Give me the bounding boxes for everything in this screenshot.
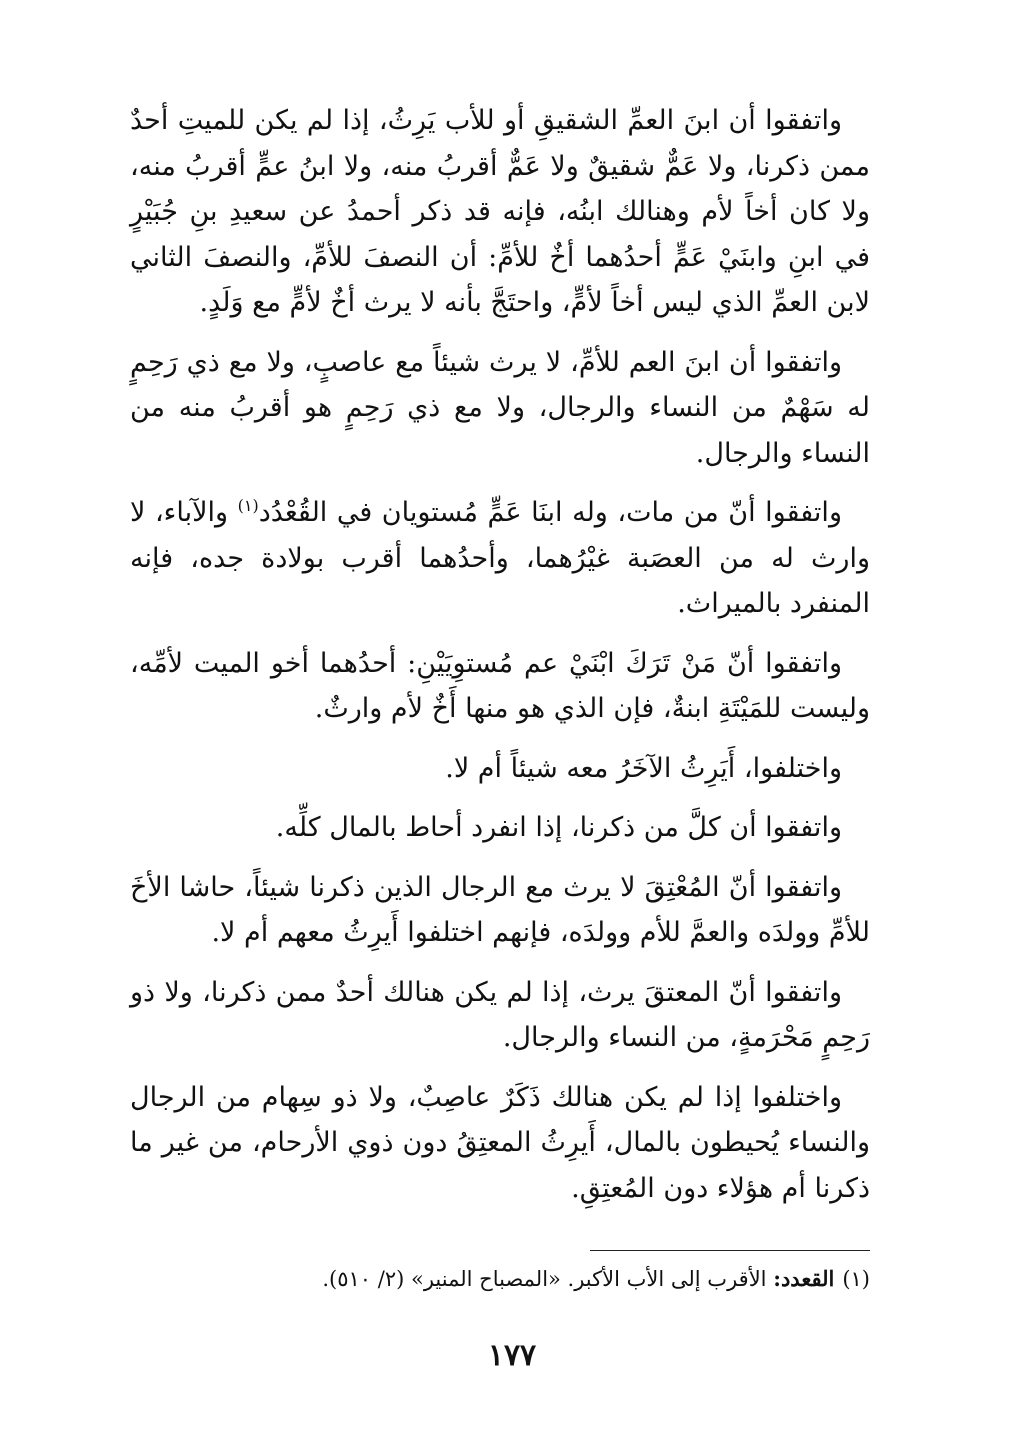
main-text — [130, 98, 870, 1225]
paragraph-8: واتفقوا أنّ المعتقَ يرث، إذا لم يكن هنالك أحدٌ ممن ذكرنا، ولا ذو رَحِمٍ مَحْرَمةٍ، من النساء والرجال. — [130, 976, 870, 1053]
paragraph-1: واتفقوا أن ابنَ العمِّ الشقيقِ أو للأب يَرِثُ، إذا لم يكن للميتِ أحدٌ ممن ذكرنا، ولا عَمٌّ شقيقٌ ولا عَمٌّ أقربُ منه، ولا ابنُ عمٍّ أقربُ منه، ولا كان أخاً لأم وهنالك ابنُه، فإنه قد ذكر أحمدُ عن سعيدِ بنِ جُبَيْرٍ في ابنِ وابنَيْ عَمٍّ أحدُهما أخٌ للأمِّ: أن النصفَ للأمِّ، والنصفَ الثاني لابن العمِّ الذي ليس أخاً لأمٍّ، واحتَجَّ بأنه لا يرث أخٌ لأمٍّ مع وَلَدٍ. — [130, 105, 870, 318]
paragraph-9: واختلفوا إذا لم يكن هنالك ذَكَرٌ عاصِبٌ، ولا ذو سِهام من الرجال والنساء يُحيطون بالمال، أَيرِثُ المعتِقُ دون ذوي الأرحام، من غير ما ذكرنا أم هؤلاء دون المُعتِقِ. — [130, 1081, 870, 1204]
paragraph-3-head: واتفقوا أنّ من مات، وله ابنَا عَمٍّ مُستويان في القُعْدُد — [258, 497, 842, 528]
paragraph-5: واختلفوا، أَيَرِثُ الآخَرُ معه شيئاً أم لا. — [445, 752, 842, 784]
paragraph-4: واتفقوا أنّ مَنْ تَرَكَ ابْنَيْ عم مُستوِيَيْنِ: أحدُهما أخو الميت لأمِّه، وليست للمَيْتَةِ ابنةٌ، فإن الذي هو منها أَخٌ لأم وارثٌ. — [130, 647, 870, 724]
paragraph-2: واتفقوا أن ابنَ العم للأمِّ، لا يرث شيئاً مع عاصبٍ، ولا مع ذي رَحِمٍ له سَهْمٌ من النساء والرجال، ولا مع ذي رَحِمٍ هو أقربُ منه من النساء والرجال. — [130, 346, 870, 469]
footnote-number: (١) — [842, 1267, 870, 1291]
paragraph-3-tail: والآباء، — [154, 497, 238, 528]
paragraph-6: واتفقوا أن كلَّ من ذكرنا، إذا انفرد أحاط بالمال كلِّه. — [275, 812, 842, 843]
page-number: ١٧٧ — [487, 1338, 537, 1373]
paragraph-7: واتفقوا أنّ المُعْتِقَ لا يرث مع الرجال الذين ذكرنا شيئاً، حاشا الأخَ للأمِّ وولدَه والعمَّ للأم وولدَه، فإنهم اختلفوا أَيرِثُ معهم أم لا. — [130, 871, 870, 948]
footnote-divider — [590, 1250, 870, 1251]
footnote — [130, 1262, 870, 1296]
paragraph-3 — [130, 490, 870, 627]
footnote-term: القعدد: — [773, 1266, 835, 1291]
footnote-reference[interactable]: (١) — [237, 496, 259, 515]
footnote-text: الأقرب إلى الأب الأكبر. «المصباح المنير» (٢/ ٥١٠). — [322, 1267, 774, 1291]
paragraph-3-rest: لا وارث له من العصَبة غيْرُهما، وأحدُهما أقرب بولادة جده، فإنه المنفرد بالميراث. — [130, 497, 870, 619]
